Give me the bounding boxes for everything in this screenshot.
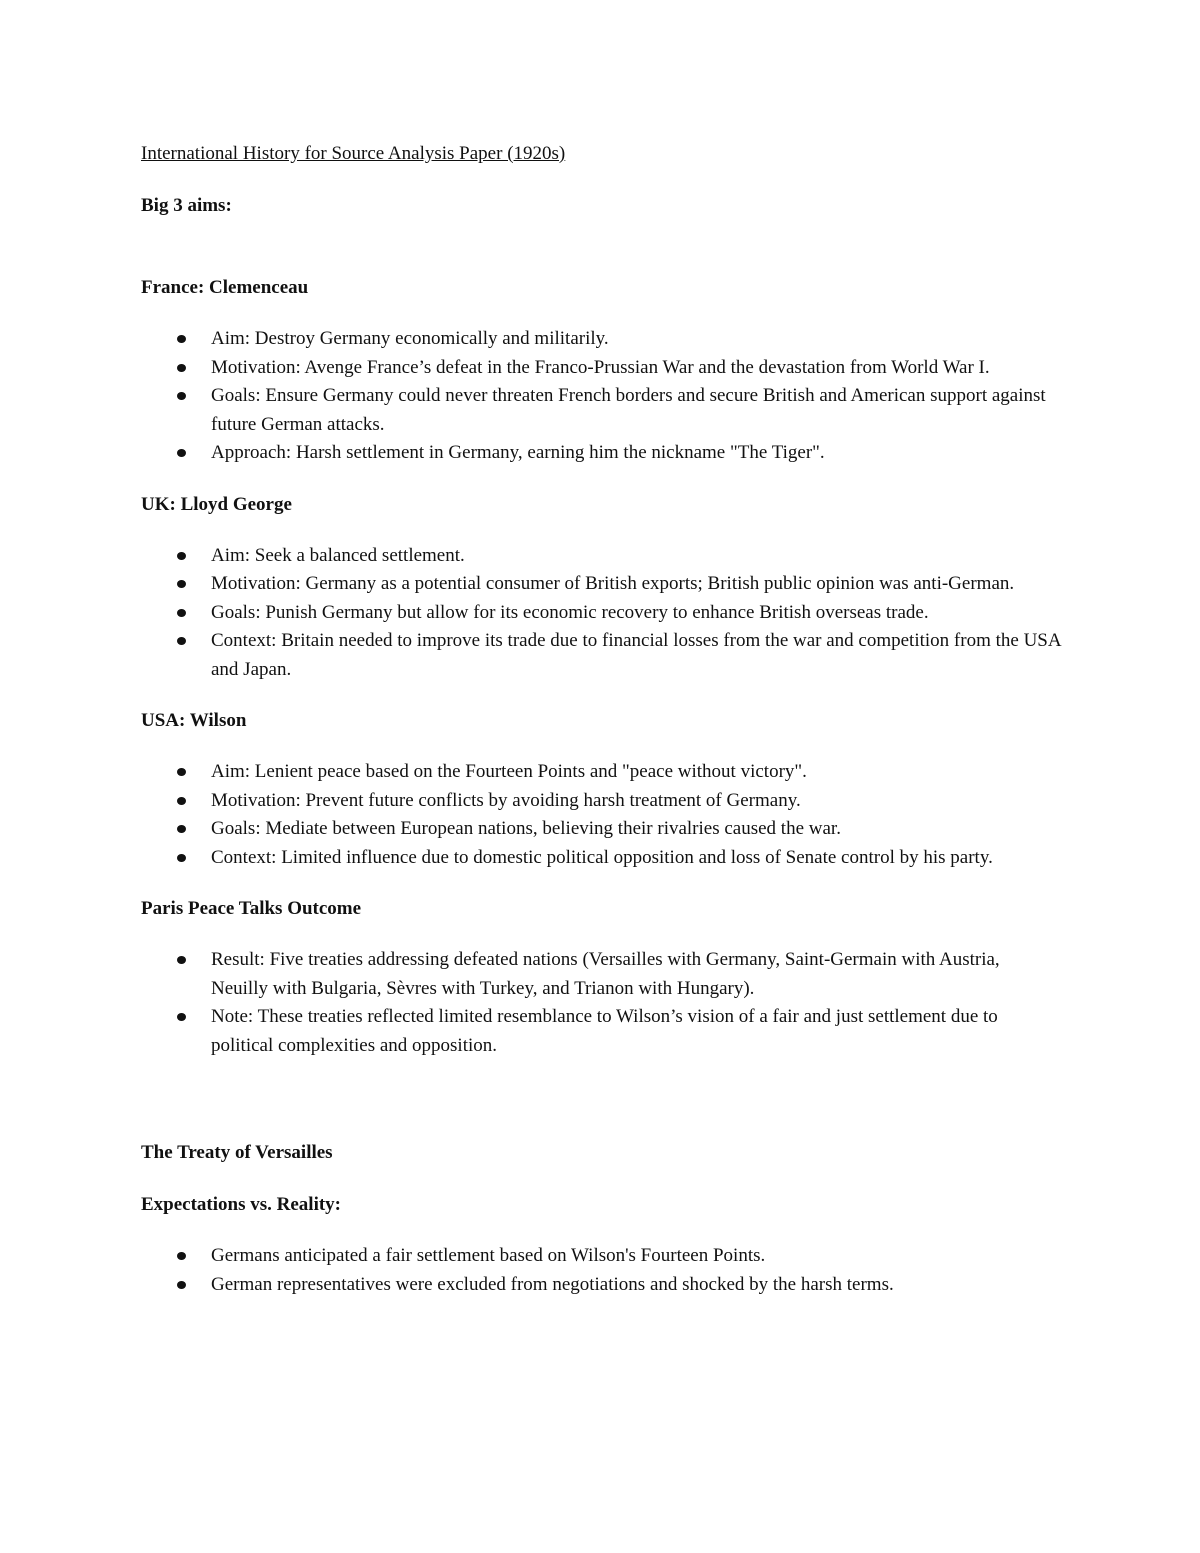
list-item	[141, 1242, 1061, 1271]
list-item-text: Note: These treaties reflected limited resemblance to Wilson’s vision of a fair and just settlement due to political complexities and opposition.	[211, 1006, 998, 1056]
bullet-icon	[177, 854, 186, 862]
bullet-icon	[177, 956, 186, 964]
document-title: International History for Source Analysis Paper (1920s)	[141, 143, 566, 164]
bullet-icon	[177, 1252, 186, 1260]
list-item-text: Context: Britain needed to improve its trade due to financial losses from the war and competition from the USA and Japan.	[211, 630, 1061, 680]
list-item-text: Motivation: Germany as a potential consumer of British exports; British public opinion was anti-German.	[211, 573, 1015, 594]
list-item	[141, 844, 1061, 873]
bullet-icon	[177, 1281, 186, 1289]
bullet-icon	[177, 768, 186, 776]
list-item	[141, 946, 1061, 1003]
paris-outcome-heading: Paris Peace Talks Outcome	[141, 898, 362, 919]
bullet-icon	[177, 335, 186, 343]
bullet-icon	[177, 552, 186, 560]
list-item	[141, 815, 1061, 844]
usa-list	[141, 758, 1061, 872]
expectations-heading: Expectations vs. Reality:	[141, 1194, 342, 1215]
bullet-icon	[177, 797, 186, 805]
list-item	[141, 542, 1061, 571]
list-item-text: Motivation: Avenge France’s defeat in the Franco-Prussian War and the devastation from World War I.	[211, 356, 990, 378]
list-item-text: Goals: Mediate between European nations, believing their rivalries caused the war.	[211, 818, 841, 839]
list-item-text: Aim: Lenient peace based on the Fourteen Points and "peace without victory".	[211, 761, 807, 782]
list-item-text: Aim: Destroy Germany economically and militarily.	[211, 328, 609, 349]
france-heading: France: Clemenceau	[141, 277, 309, 298]
list-item	[141, 787, 1061, 816]
list-item-text: Approach: Harsh settlement in Germany, earning him the nickname "The Tiger".	[211, 442, 825, 463]
document-page	[141, 140, 1061, 1299]
list-item	[141, 1271, 1061, 1300]
uk-list	[141, 542, 1061, 685]
france-list	[141, 325, 1061, 468]
list-item-text: Germans anticipated a fair settlement based on Wilson's Fourteen Points.	[211, 1245, 766, 1266]
list-item	[141, 439, 1061, 468]
bullet-icon	[177, 637, 186, 645]
bullet-icon	[177, 1013, 186, 1021]
bullet-icon	[177, 364, 186, 372]
bullet-icon	[177, 449, 186, 457]
bullet-icon	[177, 609, 186, 617]
treaty-of-versailles-heading: The Treaty of Versailles	[141, 1142, 333, 1163]
bullet-icon	[177, 580, 186, 588]
list-item-text: Result: Five treaties addressing defeated nations (Versailles with Germany, Saint-Germain with Austria, Neuilly with Bulgaria, Sèvres with Turkey, and Trianon with Hungary).	[211, 949, 1000, 999]
list-item-text: Context: Limited influence due to domestic political opposition and loss of Senate control by his party.	[211, 846, 993, 868]
list-item-text: Aim: Seek a balanced settlement.	[211, 544, 465, 566]
bullet-icon	[177, 825, 186, 833]
list-item	[141, 758, 1061, 787]
list-item	[141, 354, 1061, 383]
uk-heading: UK: Lloyd George	[141, 493, 292, 515]
paris-list	[141, 946, 1061, 1060]
list-item	[141, 382, 1061, 439]
list-item	[141, 1003, 1061, 1060]
expectations-list	[141, 1242, 1061, 1299]
big-3-aims-heading: Big 3 aims:	[141, 195, 232, 216]
list-item-text: Goals: Punish Germany but allow for its economic recovery to enhance British overseas trade.	[211, 601, 929, 623]
usa-heading: USA: Wilson	[141, 710, 247, 731]
list-item-text: German representatives were excluded from negotiations and shocked by the harsh terms.	[211, 1273, 894, 1295]
list-item	[141, 570, 1061, 599]
bullet-icon	[177, 392, 186, 400]
list-item-text: Goals: Ensure Germany could never threaten French borders and secure British and American support against future German attacks.	[211, 385, 1046, 435]
list-item-text: Motivation: Prevent future conflicts by avoiding harsh treatment of Germany.	[211, 789, 801, 811]
list-item	[141, 599, 1061, 628]
list-item	[141, 627, 1061, 684]
list-item	[141, 325, 1061, 354]
